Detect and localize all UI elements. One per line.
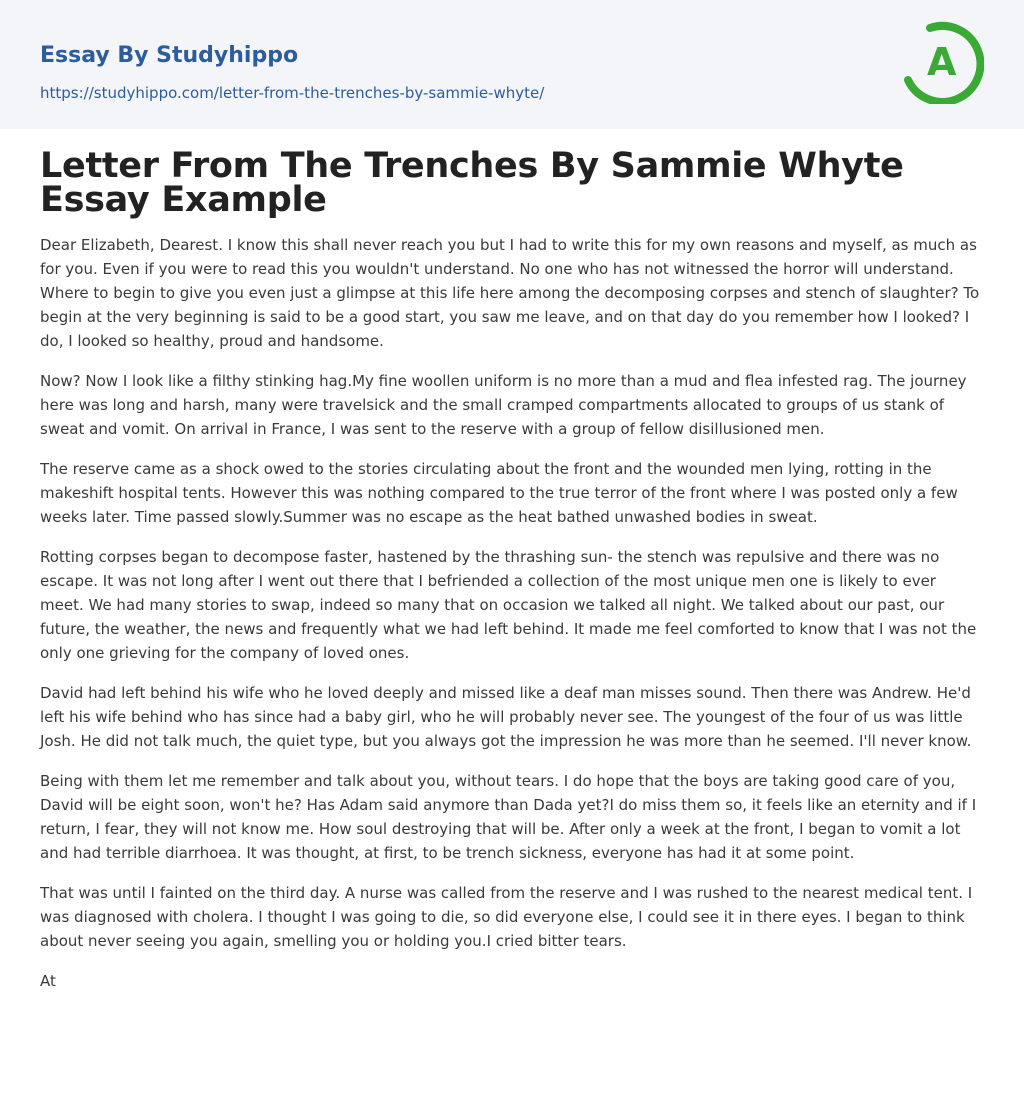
article-paragraph: At: [40, 972, 56, 990]
site-brand[interactable]: Essay By Studyhippo: [40, 43, 299, 68]
article-paragraph: That was until I fainted on the third day. A nurse was called from the reserve and I was rushed to the nearest medical tent. I was diagnosed with cholera. I thought I was going to die, so did everyone else, I could see it in there eyes. I began to think about never seeing you again, smelling you or holding you.I cried bitter tears.: [40, 884, 973, 950]
article-paragraph: Being with them let me remember and talk about you, without tears. I do hope that the boys are taking good care of you, David will be eight soon, won't he? Has Adam said anymore than Dada yet?I do miss them so, it feels like an eternity and if I return, I fear, they will not know me. How soul destroying that will be. After only a week at the front, I began to vomit a lot and had terrible diarrhoea. It was thought, at first, to be trench sickness, everyone has had it at some point.: [40, 772, 977, 862]
article-paragraph: Dear Elizabeth, Dearest. I know this shall never reach you but I had to write this for my own reasons and myself, as much as for you. Even if you were to read this you wouldn't understand. No one who has not witnessed the horror will understand. Where to begin to give you even just a glimpse at this life here among the decomposing corpses and stench of slaughter? To begin at the very beginning is said to be a good start, you saw me leave, and on that day do you remember how I looked? I do, I looked so healthy, proud and handsome.: [40, 236, 980, 350]
svg-text:A: A: [927, 40, 957, 84]
article-content: [0, 129, 1024, 993]
article-paragraph: Rotting corpses began to decompose faster, hastened by the thrashing sun- the stench was repulsive and there was no escape. It was not long after I went out there that I befriended a collection of the most unique men one is likely to ever meet. We had many stories to swap, indeed so many that on occasion we talked all night. We talked about our past, our future, the weather, the news and frequently what we had left behind. It made me feel comforted to know that I was not the only one grieving for the company of loved ones.: [40, 548, 977, 662]
article-paragraph: Now? Now I look like a filthy stinking hag.My fine woollen uniform is no more than a mud and flea infested rag. The journey here was long and harsh, many were travelsick and the small cramped compartments allocated to groups of us stank of sweat and vomit. On arrival in France, I was sent to the reserve with a group of fellow disillusioned men.: [40, 372, 967, 438]
article-title: Letter From The Trenches By Sammie Whyte Essay Example: [40, 146, 904, 220]
article-url-link[interactable]: https://studyhippo.com/letter-from-the-trenches-by-sammie-whyte/: [40, 84, 545, 102]
article-paragraph: David had left behind his wife who he loved deeply and missed like a deaf man misses sound. Then there was Andrew. He'd left his wife behind who has since had a baby girl, who he will probably never see. The youngest of the four of us was little Josh. He did not talk much, the quiet type, but you always got the impression he was more than he seemed. I'll never know.: [40, 684, 972, 750]
site-header: [0, 0, 1024, 129]
article-paragraph: The reserve came as a shock owed to the stories circulating about the front and the wounded men lying, rotting in the makeshift hospital tents. However this was nothing compared to the true terror of the front where I was posted only a few weeks later. Time passed slowly.Summer was no escape as the heat bathed unwashed bodies in sweat.: [40, 460, 958, 526]
studyhippo-logo-icon[interactable]: [900, 20, 984, 104]
article-body: [40, 233, 984, 993]
